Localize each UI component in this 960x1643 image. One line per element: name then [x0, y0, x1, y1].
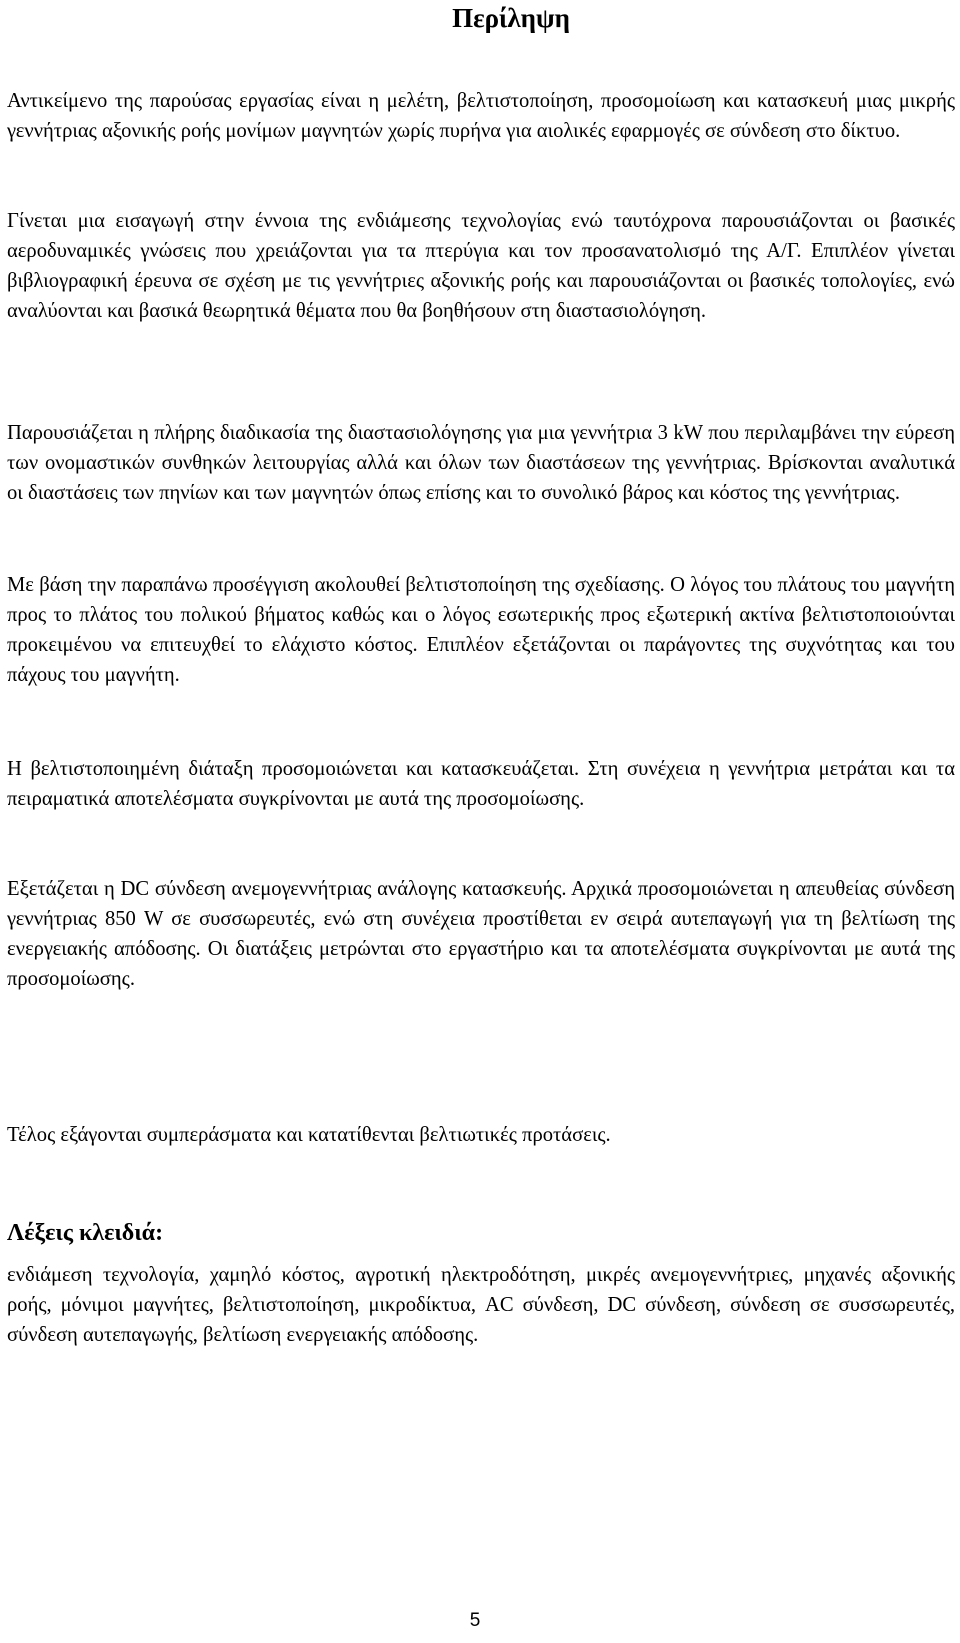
keywords-heading: Λέξεις κλειδιά:	[7, 1220, 164, 1246]
paragraph-simulation	[7, 754, 955, 814]
paragraph-text: Γίνεται μια εισαγωγή στην έννοια της ενδιάμεσης τεχνολογίας ενώ ταυτόχρονα παρουσιάζονται οι βασικές αεροδυναμικές γνώσεις που χρειάζονται για τα πτερύγια και τον προσανατολισμό της Α/Γ. Επιπλέον γίνεται βιβλιογραφική έρευνα σε σχέση με τις γεννήτριες αξονικής ροής και παρουσιάζονται οι βασικές τοπολογίες, ενώ αναλύονται και βασικά θεωρητικά θέματα που θα βοηθήσουν στη διαστασιολόγηση.	[7, 210, 955, 322]
paragraph-dc-connection	[7, 874, 955, 994]
keywords-block	[7, 1260, 955, 1350]
paragraph-text: Εξετάζεται η DC σύνδεση ανεμογεννήτριας ανάλογης κατασκευής. Αρχικά προσομοιώνεται η απευθείας σύνδεση γεννήτριας 850 W σε συσσωρευτές, ενώ στη συνέχεια προστίθεται εν σειρά αυτεπαγωγή για τη βελτίωση της ενεργειακής απόδοσης. Οι διατάξεις μετρώνται στο εργαστήριο και τα αποτελέσματα συγκρίνονται με αυτά της προσομοίωσης.	[7, 878, 955, 990]
paragraph-objective	[7, 86, 955, 146]
paragraph-text: Παρουσιάζεται η πλήρης διαδικασία της διαστασιολόγησης για μια γεννήτρια 3 kW που περιλαμβάνει την εύρεση των ονομαστικών συνθηκών λειτουργίας αλλά και όλων των διαστάσεων της γεννήτριας. Βρίσκονται αναλυτικά οι διαστάσεις των πηνίων και των μαγνητών όπως επίσης και το συνολικό βάρος και κόστος της γεννήτριας.	[7, 422, 955, 504]
page-title: Περίληψη	[452, 3, 570, 33]
page-number: 5	[469, 1610, 481, 1631]
paragraph-optimization	[7, 570, 955, 690]
keywords-text: ενδιάμεση τεχνολογία, χαμηλό κόστος, αγροτική ηλεκτροδότηση, μικρές ανεμογεννήτριες, μηχανές αξονικής ροής, μόνιμοι μαγνήτες, βελτιστοποίηση, μικροδίκτυα, AC σύνδεση, DC σύνδεση, σύνδεση σε συσσωρευτές, σύνδεση αυτεπαγωγής, βελτίωση ενεργειακής απόδοσης.	[7, 1264, 955, 1346]
paragraph-text: Τέλος εξάγονται συμπεράσματα και κατατίθενται βελτιωτικές προτάσεις.	[7, 1124, 611, 1146]
paragraph-text: Η βελτιστοποιημένη διάταξη προσομοιώνεται και κατασκευάζεται. Στη συνέχεια η γεννήτρια μετράται και τα πειραματικά αποτελέσματα συγκρίνονται με αυτά της προσομοίωσης.	[7, 758, 955, 810]
document-page	[7, 0, 955, 1346]
paragraph-text: Με βάση την παραπάνω προσέγγιση ακολουθεί βελτιστοποίηση της σχεδίασης. Ο λόγος του πλάτους του μαγνήτη προς το πλάτος του πολικού βήματος καθώς και ο λόγος εσωτερικής προς εξωτερική ακτίνα βελτιστοποιούνται προκειμένου να επιτευχθεί το ελάχιστο κόστος. Επιπλέον εξετάζονται οι παράγοντες της συχνότητας και του πάχους του μαγνήτη.	[7, 574, 955, 686]
paragraph-text: Αντικείμενο της παρούσας εργασίας είναι η μελέτη, βελτιστοποίηση, προσομοίωση και κατασκευή μιας μικρής γεννήτριας αξονικής ροής μονίμων μαγνητών χωρίς πυρήνα για αιολικές εφαρμογές σε σύνδεση στο δίκτυο.	[7, 90, 955, 142]
paragraph-conclusions	[7, 1120, 955, 1150]
paragraph-introduction	[7, 206, 955, 326]
paragraph-sizing	[7, 418, 955, 508]
